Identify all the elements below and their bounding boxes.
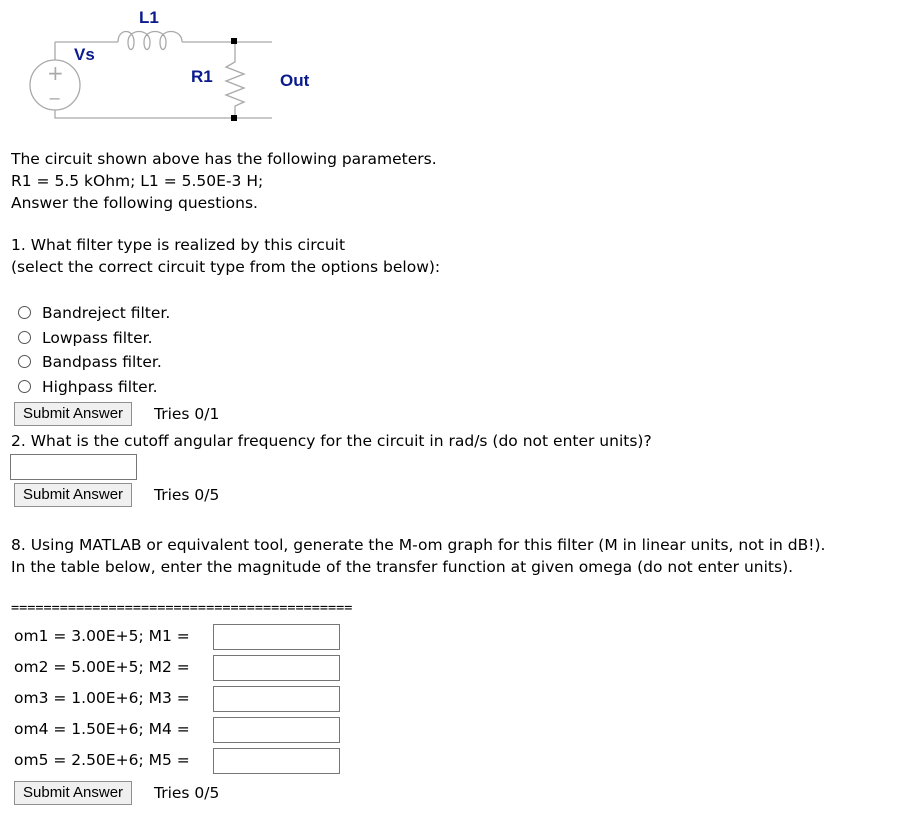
output-label: Out <box>280 71 310 90</box>
wire-left-bottom <box>55 110 272 118</box>
q1-option-label: Lowpass filter. <box>42 329 153 347</box>
q2-tries: Tries 0/5 <box>154 486 220 504</box>
q8-row-label: om3 = 1.00E+6; M3 = <box>14 689 190 707</box>
source-minus-sign: − <box>48 89 62 108</box>
output-terminal-bottom <box>231 115 237 121</box>
q1-submit-button[interactable]: Submit Answer <box>14 402 132 426</box>
resistor <box>226 42 244 118</box>
source-label: Vs <box>74 45 95 64</box>
q1-option-label: Bandreject filter. <box>42 304 171 322</box>
circuit-diagram <box>0 0 330 130</box>
q8-text-line-1: 8. Using MATLAB or equivalent tool, generate the M-om graph for this filter (M in linear units, not in dB!). <box>11 536 826 554</box>
q1-option-label: Bandpass filter. <box>42 353 162 371</box>
intro-line-1: The circuit shown above has the following parameters. <box>11 150 437 168</box>
q8-row-label: om1 = 3.00E+5; M1 = <box>14 627 190 645</box>
q1-option-label: Highpass filter. <box>42 378 158 396</box>
q1-radio-highpass[interactable] <box>18 380 31 393</box>
q1-radio-bandpass[interactable] <box>18 355 31 368</box>
q8-row-label: om2 = 5.00E+5; M2 = <box>14 658 190 676</box>
q8-text-line-2: In the table below, enter the magnitude of the transfer function at given omega (do not enter units). <box>11 558 794 576</box>
q8-m1-input[interactable] <box>213 624 340 650</box>
q8-m2-input[interactable] <box>213 655 340 681</box>
resistor-label: R1 <box>191 67 213 86</box>
q8-tries: Tries 0/5 <box>154 784 220 802</box>
q2-answer-input[interactable] <box>10 454 137 480</box>
q2-submit-button[interactable]: Submit Answer <box>14 483 132 507</box>
intro-line-2: R1 = 5.5 kOhm; L1 = 5.50E-3 H; <box>11 172 264 190</box>
q1-text-line-1: 1. What filter type is realized by this circuit <box>11 236 346 254</box>
inductor <box>118 32 182 50</box>
q8-separator: ========================================== <box>11 600 353 616</box>
q8-m5-input[interactable] <box>213 748 340 774</box>
q1-radio-bandreject[interactable] <box>18 306 31 319</box>
q1-tries: Tries 0/1 <box>154 405 220 423</box>
q2-text: 2. What is the cutoff angular frequency for the circuit in rad/s (do not enter units)? <box>11 432 652 450</box>
q8-m4-input[interactable] <box>213 717 340 743</box>
intro-line-3: Answer the following questions. <box>11 194 258 212</box>
q8-row-label: om4 = 1.50E+6; M4 = <box>14 720 190 738</box>
inductor-label: L1 <box>139 8 159 27</box>
q8-row-label: om5 = 2.50E+6; M5 = <box>14 751 190 769</box>
source-plus-sign: + <box>47 61 64 85</box>
q1-text-line-2: (select the correct circuit type from the options below): <box>11 258 441 276</box>
q8-m3-input[interactable] <box>213 686 340 712</box>
q1-radio-lowpass[interactable] <box>18 331 31 344</box>
output-terminal-top <box>231 38 237 44</box>
q8-submit-button[interactable]: Submit Answer <box>14 781 132 805</box>
